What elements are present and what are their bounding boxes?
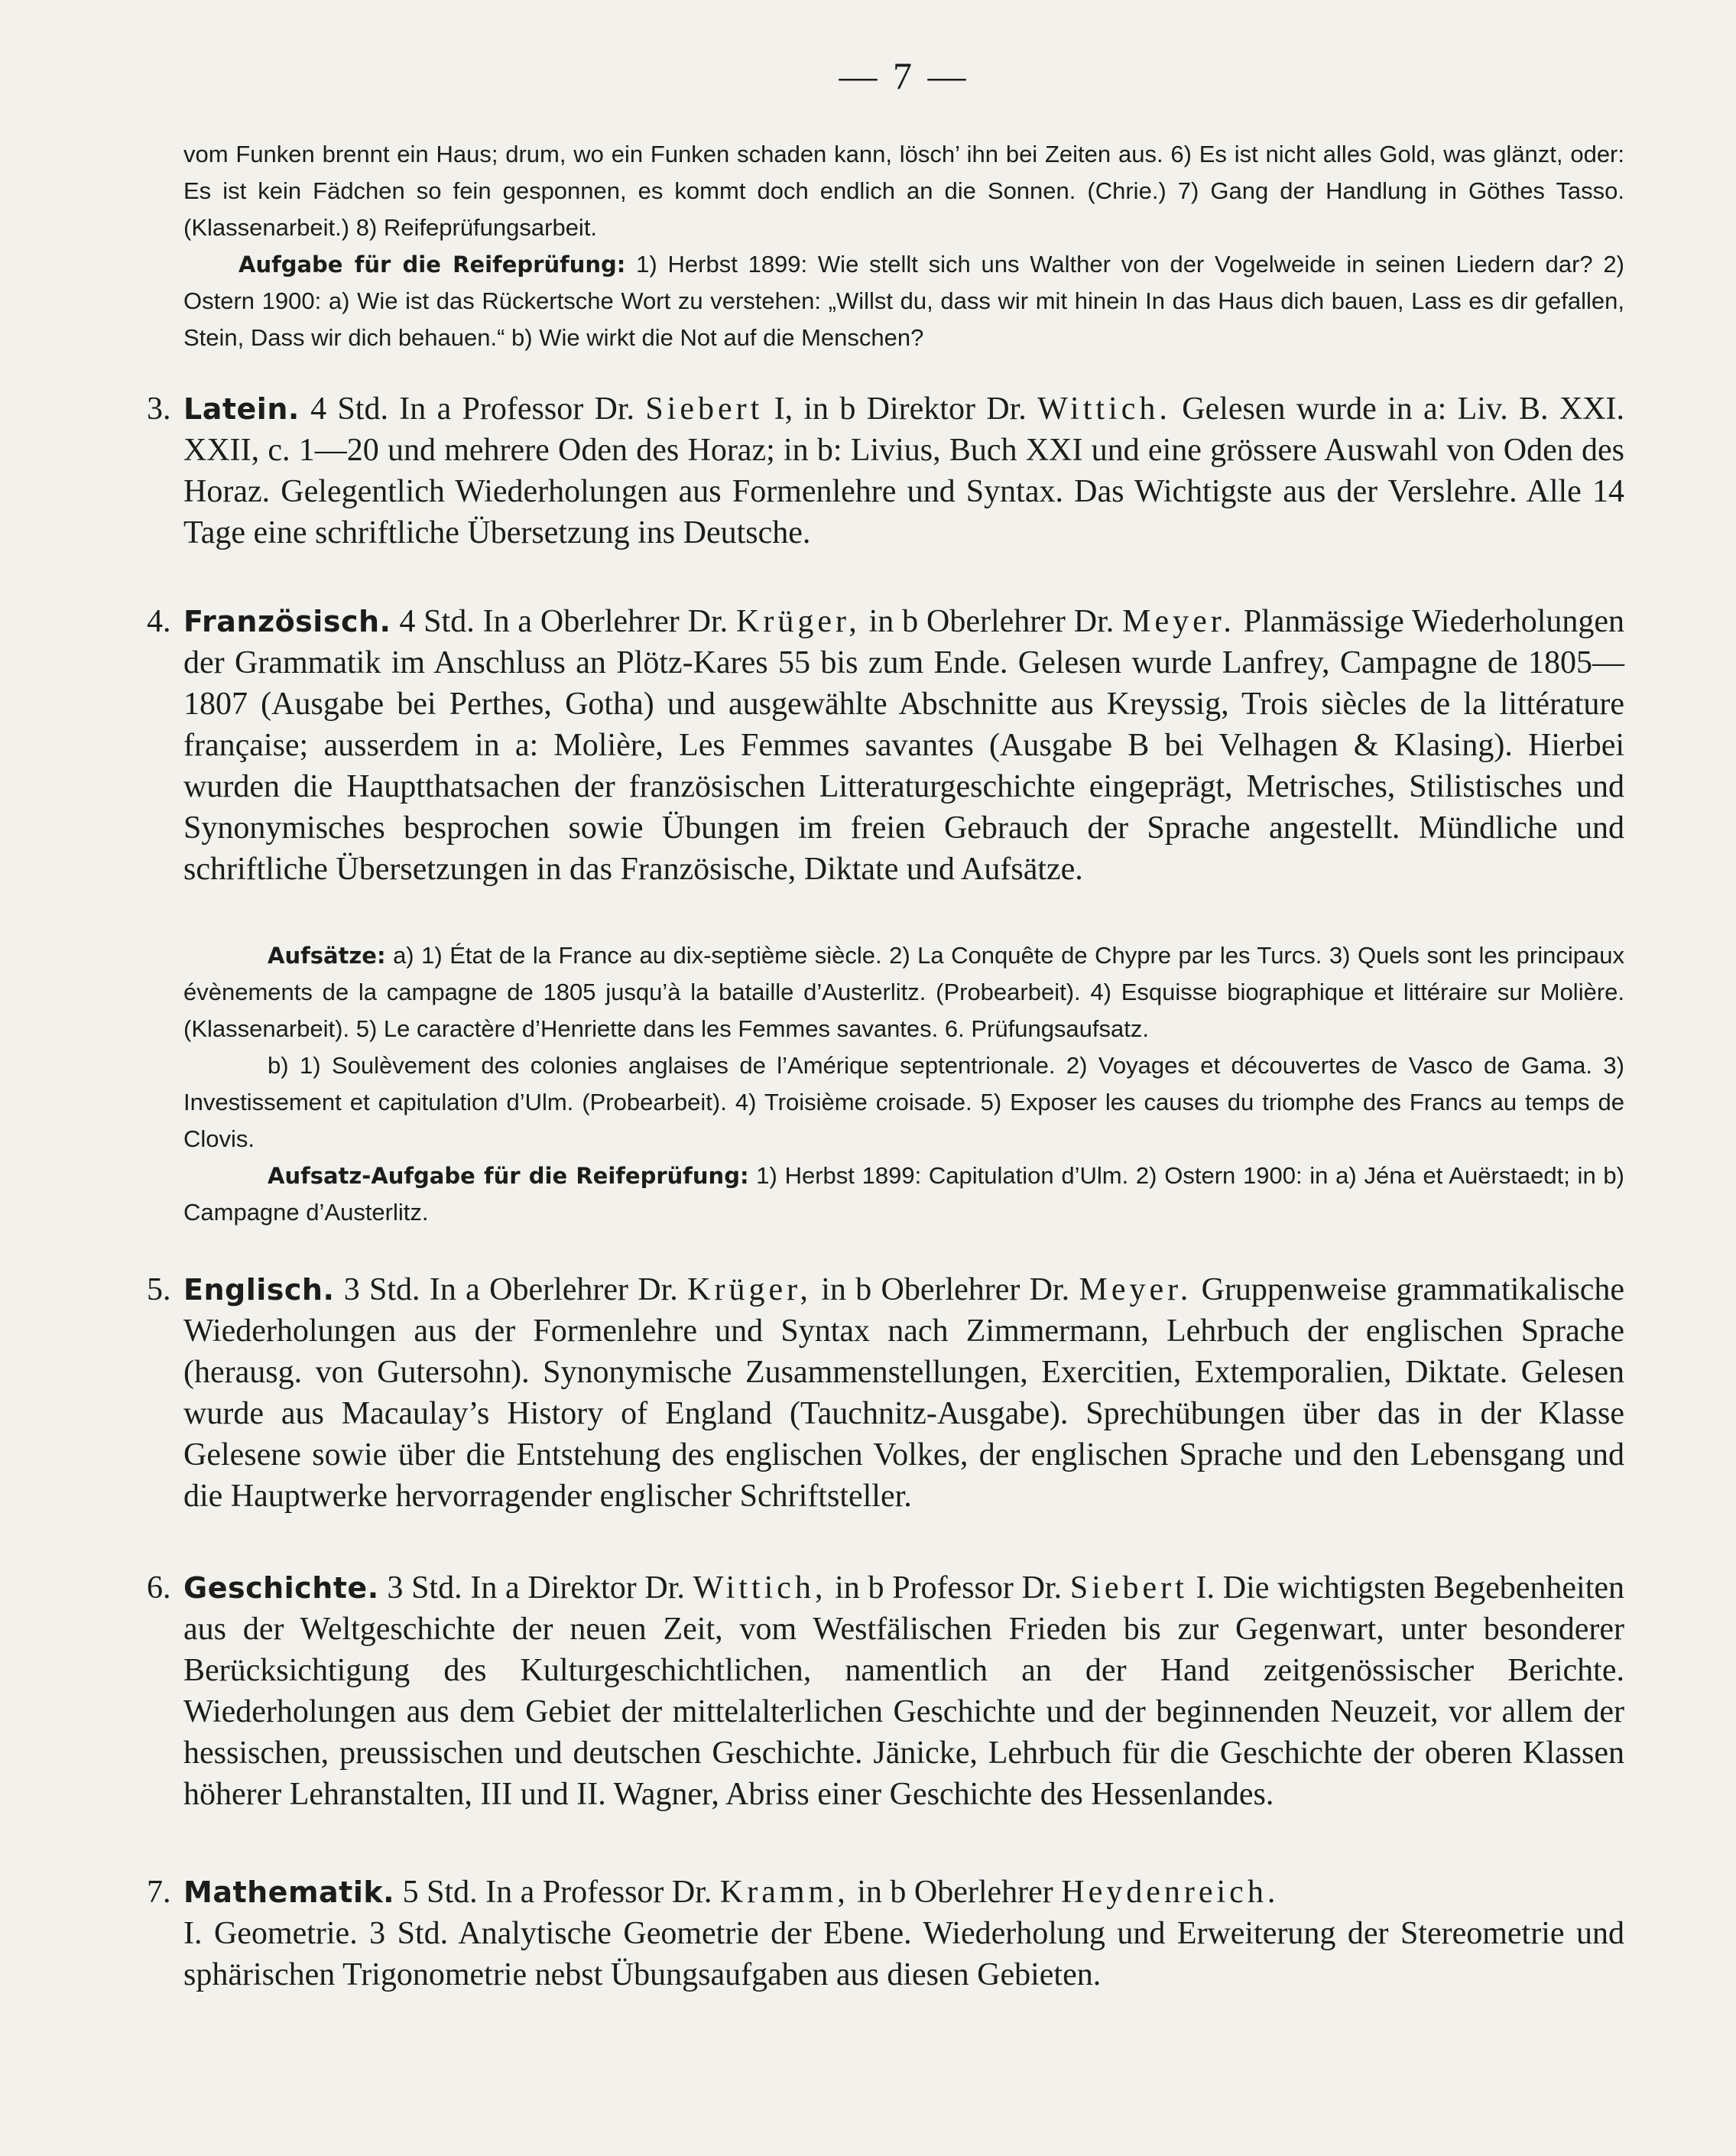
section-english [147, 1269, 1625, 1517]
section-title: Geschichte. [183, 1571, 379, 1605]
teacher-text: in b Oberlehrer Dr. [821, 1272, 1070, 1307]
exam-heading: Aufgabe für die Reifeprüfung: [238, 252, 626, 278]
section-number: 4. [147, 604, 171, 639]
teacher-text: In a Oberlehrer Dr. [482, 604, 728, 639]
section-paragraph [183, 601, 1624, 890]
teacher-name: Siebert [645, 391, 764, 427]
section-title: Französisch. [183, 605, 391, 638]
section-history [147, 1567, 1625, 1815]
section-hours: 4 Std. [310, 391, 388, 427]
teacher-suffix: I. [1196, 1570, 1215, 1606]
essays-a [183, 937, 1624, 1047]
french-exam-text: 1) Herbst 1899: Capitulation d’Ulm. 2) Ostern 1900: in a) Jéna et Auërstaedt; in b) Campagne d’Austerlitz. [183, 1162, 1624, 1226]
section-body: Die wichtigsten Begebenheiten aus der Weltgeschichte der neuen Zeit, vom Westfälischen Frieden bis zur Gegenwart, unter besonderer Berücksichtigung des Kulturgeschichtlichen, namentlich an der Hand zeitgenössischer Berichte. Wiederholungen aus dem Gebiet der mittelalterlichen Geschichte und der beginnenden Neuzeit, vor allem der hessischen, preussischen und deutschen Geschichte. Jänicke, Lehrbuch für die Geschichte der oberen Klassen höherer Lehranstalten, III und II. Wagner, Abriss einer Geschichte des Hessenlandes. [183, 1570, 1625, 1812]
teacher-name: Meyer. [1079, 1272, 1192, 1307]
essays-a-text: a) 1) État de la France au dix-septième siècle. 2) La Conquête de Chypre par les Turcs. 3) Quels sont les principaux évènements de la campagne de 1805 jusqu’à la bataille d’Austerlitz. (Probearbeit). 4) Esquisse biographique et littéraire sur Molière. (Klassenarbeit). 5) Le caractère d’Henriette dans les Femmes savantes. 6. Prüfungsaufsatz. [183, 942, 1624, 1042]
teacher-name: Kramm, [719, 1875, 849, 1910]
section-paragraph [183, 1872, 1624, 1913]
exam-paragraph [183, 246, 1624, 356]
teacher-text: In a Direktor Dr. [470, 1570, 685, 1606]
teacher-text: In a Professor Dr. [485, 1875, 712, 1910]
section-paragraph [183, 388, 1624, 554]
section-hours: 3 Std. [387, 1570, 462, 1606]
section-paragraph [183, 1269, 1624, 1517]
teacher-text: In a Professor Dr. [399, 391, 634, 427]
page-number: — 7 — [839, 54, 969, 97]
teacher-text: in b Professor Dr. [835, 1570, 1063, 1606]
exam-text: 1) Herbst 1899: Wie stellt sich uns Walther von der Vogelweide in seinen Liedern dar? 2) Ostern 1900: a) Wie ist das Rückertsche Wort zu verstehen: „Willst du, dass wir mit hinein In das Haus dich bauen, Lass es dir gefallen, Stein, Dass wir dich behauen.“ b) Wie wirkt die Not auf die Menschen? [183, 251, 1624, 351]
teacher-name: Krüger, [687, 1272, 812, 1307]
section-paragraph [183, 1567, 1624, 1815]
teacher-name: Wittich. [1037, 391, 1171, 427]
section-french [147, 601, 1625, 890]
section-body: Planmässige Wiederholungen der Grammatik im Anschluss an Plötz-Kares 55 bis zum Ende. Gelesen wurde Lanfrey, Campagne de 1805—1807 (Ausgabe bei Perthes, Gotha) und ausgewählte Abschnitte aus Kreyssig, Trois siècles de la littérature française; ausserdem in a: Molière, Les Femmes savantes (Ausgabe B bei Velhagen & Klasing). Hierbei wurden die Hauptthatsachen der französischen Litteraturgeschichte eingeprägt, Metrisches, Stilistisches und Synonymisches besprochen sowie Übungen im freien Gebrauch der Sprache angestellt. Mündliche und schriftliche Übersetzungen in das Französische, Diktate und Aufsätze. [183, 604, 1625, 887]
teacher-name: Siebert [1069, 1570, 1188, 1606]
essays-heading: Aufsätze: [268, 943, 386, 969]
french-exam-heading: Aufsatz-Aufgabe für die Reifeprüfung: [268, 1163, 749, 1189]
intro-paragraph: vom Funken brennt ein Haus; drum, wo ein Funken schaden kann, lösch’ ihn bei Zeiten aus. 6) Es ist nicht alles Gold, was glänzt, oder: Es ist kein Fädchen so fein gesponnen, es kommt doch endlich an die Sonnen. (Chrie.) 7) Gang der Handlung in Göthes Tasso. (Klassenarbeit.) 8) Reifeprüfungsarbeit. [183, 141, 1624, 241]
teacher-text: in b Oberlehrer Dr. [868, 604, 1115, 639]
teacher-name: Meyer. [1122, 604, 1235, 639]
french-exam [183, 1158, 1624, 1231]
teacher-text: in b Oberlehrer [857, 1875, 1053, 1910]
section-hours: 3 Std. [343, 1272, 420, 1307]
section-mathematics [147, 1872, 1624, 1995]
section-hours: 4 Std. [399, 604, 475, 639]
section-hours: 5 Std. [402, 1875, 478, 1910]
teacher-name: Krüger, [736, 604, 861, 639]
intro-block [183, 136, 1624, 356]
section-number: 5. [147, 1272, 171, 1307]
section-title: Latein. [183, 392, 300, 426]
section-latin [147, 388, 1625, 554]
teacher-name: Heydenreich. [1061, 1875, 1280, 1910]
essays-b: b) 1) Soulèvement des colonies anglaises de l’Amérique septentrionale. 2) Voyages et découvertes de Vasco de Gama. 3) Investissement et capitulation d’Ulm. (Probearbeit). 4) Troisième croisade. 5) Exposer les causes du triomphe des Francs au temps de Clovis. [183, 1052, 1624, 1152]
teacher-name: Wittich, [693, 1570, 827, 1606]
section-number: 6. [147, 1570, 171, 1606]
teacher-text: I, in b Direktor Dr. [774, 391, 1027, 427]
section-number: 7. [147, 1875, 171, 1910]
section-body: I. Geometrie. 3 Std. Analytische Geometrie der Ebene. Wiederholung und Erweiterung der Stereometrie und sphärischen Trigonometrie nebst Übungsaufgaben aus diesen Gebieten. [183, 1916, 1624, 1992]
teacher-text: In a Oberlehrer Dr. [429, 1272, 678, 1307]
section-title: Mathematik. [183, 1875, 395, 1909]
french-essays [183, 937, 1624, 1231]
section-number: 3. [147, 391, 171, 427]
section-body: Gelesen wurde in a: Liv. B. XXI. XXII, c. 1—20 und mehrere Oden des Horaz; in b: Livius, Buch XXI und eine grössere Auswahl von Oden des Horaz. Gelegentlich Wiederholungen aus Formenlehre und Syntax. Das Wichtigste aus der Verslehre. Alle 14 Tage eine schriftliche Übersetzung ins Deutsche. [183, 391, 1625, 550]
section-title: Englisch. [183, 1273, 335, 1307]
section-body: Gruppenweise grammatikalische Wiederholungen aus der Formenlehre und Syntax nach Zimmermann, Lehrbuch der englischen Sprache (herausg. von Gutersohn). Synonymische Zusammenstellungen, Exercitien, Extemporalien, Diktate. Gelesen wurde aus Macaulay’s History of England (Tauchnitz-Ausgabe). Sprechübungen über das in der Klasse Gelesene sowie über die Entstehung des englischen Volkes, der englischen Sprache und den Lebensgang und die Hauptwerke hervorragender englischer Schriftsteller. [183, 1272, 1625, 1514]
